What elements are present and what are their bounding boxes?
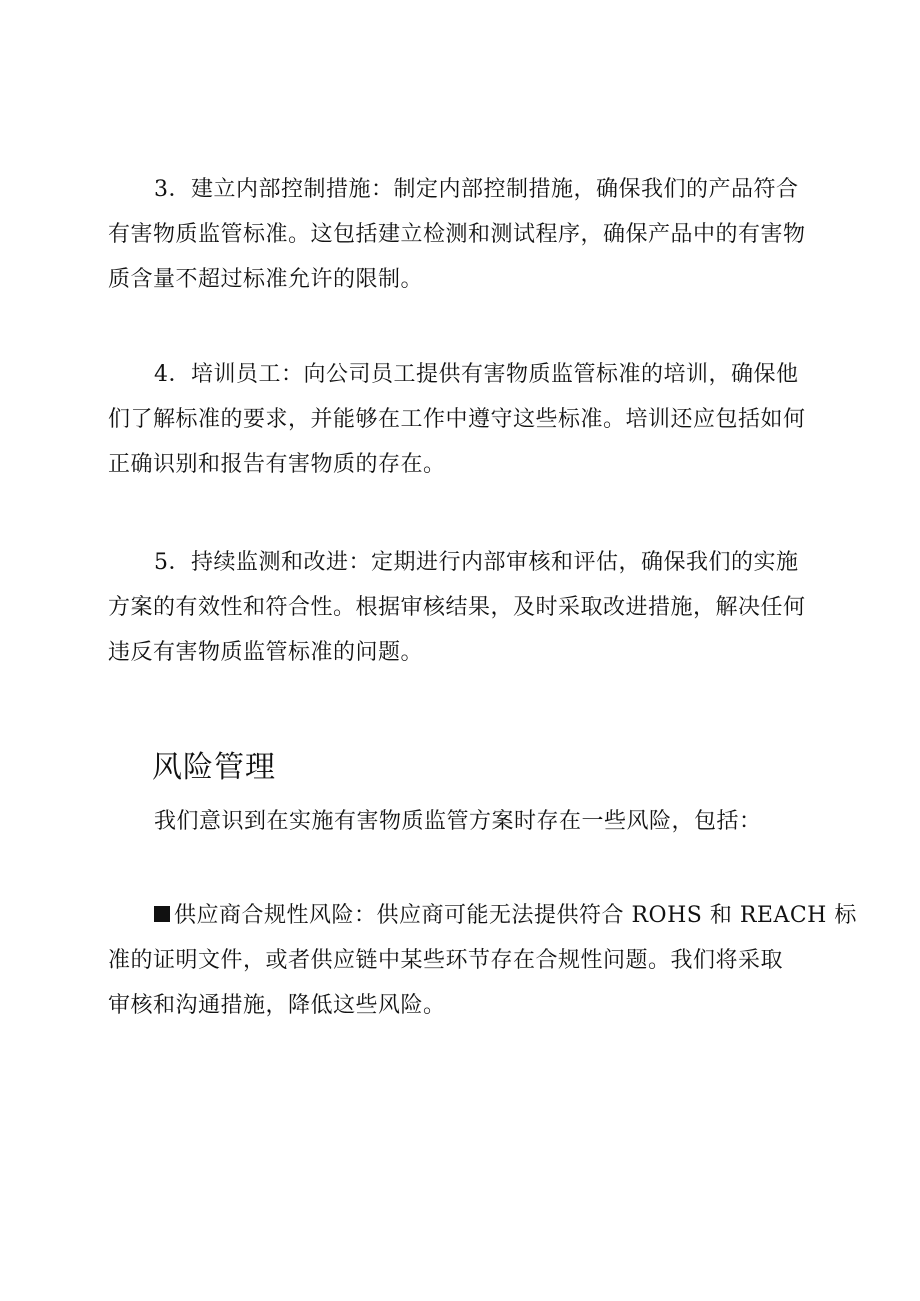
text-line: 准的证明文件，或者供应链中某些环节存在合规性问题。我们将采取: [108, 948, 784, 973]
square-bullet-icon: [154, 906, 170, 922]
paragraph-item-3: [108, 167, 828, 302]
text-line: 我们意识到在实施有害物质监管方案时存在一些风险，包括：: [154, 809, 762, 834]
text-line: 有害物质监管标准。这包括建立检测和测试程序，确保产品中的有害物: [108, 222, 806, 247]
text-line: 3．建立内部控制措施：制定内部控制措施，确保我们的产品符合: [154, 177, 799, 202]
paragraph-item-5: [108, 540, 828, 675]
section-heading-risk-management: 风险管理: [152, 750, 276, 785]
text-line-content: 供应商合规性风险：供应商可能无法提供符合 ROHS 和 REACH 标: [174, 903, 857, 928]
text-line: 违反有害物质监管标准的问题。: [108, 640, 424, 665]
text-line: 正确识别和报告有害物质的存在。: [108, 452, 446, 477]
paragraph-item-4: [108, 352, 828, 487]
text-line: 方案的有效性和符合性。根据审核结果，及时采取改进措施，解决任何: [108, 595, 806, 620]
text-line: 5．持续监测和改进：定期进行内部审核和评估，确保我们的实施: [154, 550, 799, 575]
paragraph-supplier-risk: [108, 893, 857, 1028]
paragraph-risk-intro: [108, 799, 828, 844]
text-line: [108, 893, 857, 938]
text-line: 们了解标准的要求，并能够在工作中遵守这些标准。培训还应包括如何: [108, 407, 806, 432]
text-line: 4．培训员工：向公司员工提供有害物质监管标准的培训，确保他: [154, 362, 799, 387]
text-line: 质含量不超过标准允许的限制。: [108, 267, 424, 292]
text-line: 审核和沟通措施，降低这些风险。: [108, 993, 446, 1018]
